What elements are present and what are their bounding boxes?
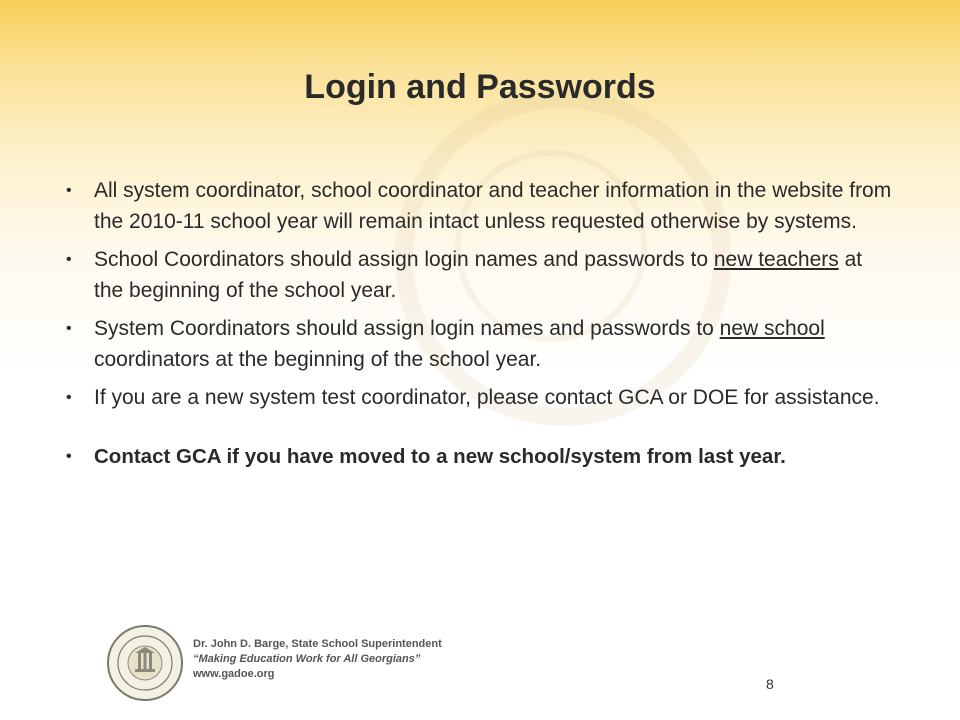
bullet-dot: •: [66, 448, 72, 465]
bullet-dot: •: [66, 389, 72, 406]
bullet-text: All system coordinator, school coordinator and teacher information in the website from the 2010-11 school year will remain intact unless requested otherwise by systems.: [94, 179, 892, 233]
bullet-text-after: coordinators at the beginning of the school year.: [94, 348, 542, 371]
page-number: 8: [766, 676, 774, 692]
bullet-text-before: System Coordinators should assign login names and passwords to: [94, 317, 720, 340]
footer-motto: “Making Education Work for All Georgians”: [193, 653, 421, 665]
bullet-text-underlined: new school: [719, 317, 825, 340]
bullet-item: [66, 244, 896, 306]
bullet-item: [66, 382, 896, 413]
bullet-dot: •: [66, 251, 72, 268]
footer-text: [193, 637, 442, 682]
slide-title: Login and Passwords: [304, 68, 656, 106]
footer: [105, 623, 505, 703]
bullet-dot: •: [66, 320, 72, 337]
bullet-text-underlined: new teachers: [713, 248, 839, 271]
bullet-item: [66, 175, 896, 237]
bullet-item-bold: [66, 441, 896, 472]
department-of-education-seal-icon: [105, 623, 185, 703]
bullet-text: If you are a new system test coordinator, please contact GCA or DOE for assistance.: [94, 386, 880, 409]
footer-website-link[interactable]: www.gadoe.org: [193, 668, 275, 680]
bullet-item: [66, 313, 896, 375]
bullet-dot: •: [66, 182, 72, 199]
bullet-text-before: School Coordinators should assign login names and passwords to: [94, 248, 714, 271]
bullet-list: [66, 175, 896, 479]
bullet-text: Contact GCA if you have moved to a new school/system from last year.: [94, 445, 786, 468]
footer-superintendent: Dr. John D. Barge, State School Superintendent: [193, 638, 442, 650]
bullet-text-after: at the beginning of the school year.: [94, 248, 863, 302]
